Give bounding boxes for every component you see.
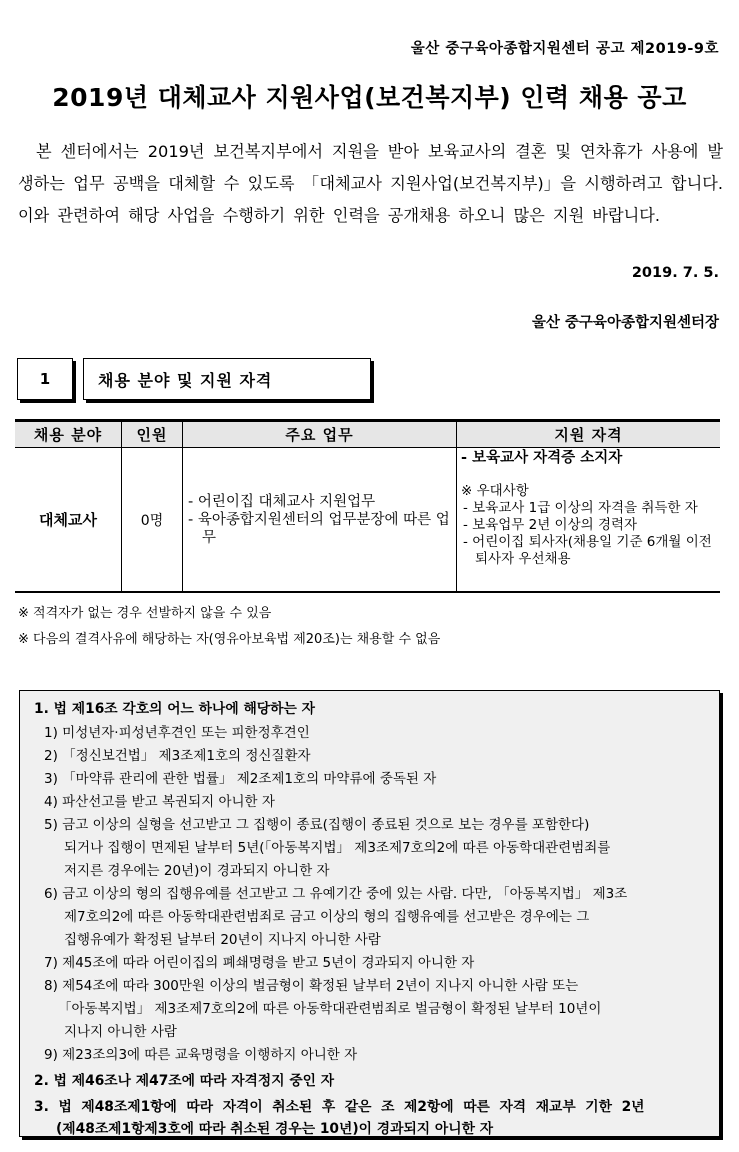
header-field: 채용 분야	[15, 421, 122, 448]
box-item-cont: 제7호의2에 따른 아동학대관련범죄로 금고 이상의 형의 집행유예를 선고받은 경우에는 그	[64, 909, 590, 925]
duty-item: - 어린이집 대체교사 지원업무	[188, 493, 376, 510]
header-qualification: 지원 자격	[457, 421, 721, 448]
recruitment-table	[15, 419, 720, 593]
box-item: 7) 제45조에 따라 어린이집의 폐쇄명령을 받고 5년이 경과되지 아니한 자	[44, 955, 475, 971]
intro-paragraph	[18, 136, 723, 232]
page-title: 2019년 대체교사 지원사업(보건복지부) 인력 채용 공고	[52, 83, 687, 112]
disqualification-box	[19, 690, 720, 1137]
box-item: 9) 제23조의3에 따른 교육명령을 이행하지 아니한 자	[44, 1047, 358, 1063]
box-item-cont: 저지른 경우에는 20년)이 경과되지 아니한 자	[64, 863, 330, 879]
preference-item: - 보육업무 2년 이상의 경력자	[463, 517, 638, 533]
box-item: 5) 금고 이상의 실형을 선고받고 그 집행이 종료(집행이 종료된 것으로 보는 경우를 포함한다)	[44, 817, 590, 833]
box-item: 6) 금고 이상의 형의 집행유예를 선고받고 그 유예기간 중에 있는 사람. 다만, 「아동복지법」 제3조	[44, 886, 628, 902]
cell-count: 0명	[122, 448, 183, 593]
box-item: 8) 제54조에 따라 300만원 이상의 벌금형이 확정된 날부터 2년이 지나지 아니한 사람 또는	[44, 978, 579, 994]
box-item-cont: 지나지 아니한 사람	[64, 1024, 177, 1040]
cell-qualification	[457, 448, 721, 593]
section-title: 채용 분야 및 지원 자격	[83, 358, 371, 400]
note-item: ※ 다음의 결격사유에 해당하는 자(영유아보육법 제20조)는 채용할 수 없음	[18, 632, 441, 647]
table-row	[15, 448, 720, 593]
preference-item: - 어린이집 퇴사자(채용일 기준 6개월 이전 퇴사자 우선채용	[463, 534, 712, 567]
box-heading-2: 2. 법 제46조나 제47조에 따라 자격정지 중인 자	[34, 1073, 335, 1089]
box-item-cont: 집행유예가 확정된 날부터 20년이 지나지 아니한 사람	[64, 932, 381, 948]
notice-number: 울산 중구육아종합지원센터 공고 제2019-9호	[410, 41, 719, 57]
organization-name: 울산 중구육아종합지원센터장	[531, 315, 719, 331]
header-duties: 주요 업무	[183, 421, 457, 448]
cell-duties	[183, 448, 457, 593]
notice-date: 2019. 7. 5.	[631, 265, 719, 281]
box-item: 3) 「마약류 관리에 관한 법률」 제2조제1호의 마약류에 중독된 자	[44, 771, 437, 787]
qualification-main: - 보육교사 자격증 소지자	[461, 450, 623, 466]
section-number: 1	[17, 358, 73, 400]
box-item-cont: 되거나 집행이 면제된 날부터 5년(「아동복지법」 제3조제7호의2에 따른 아동학대관련범죄를	[64, 840, 611, 856]
box-heading-3-cont: (제48조제1항제3호에 따라 취소된 경우는 10년)이 경과되지 아니한 자	[56, 1121, 494, 1137]
duty-item: - 육아종합지원센터의 업무분장에 따른 업무	[188, 511, 450, 546]
box-item: 4) 파산선고를 받고 복권되지 아니한 자	[44, 794, 275, 810]
box-heading-3: 3. 법 제48조제1항에 따라 자격이 취소된 후 같은 조 제2항에 따른 자격 재교부 기한 2년	[34, 1099, 645, 1115]
box-item: 2) 「정신보건법」 제3조제1호의 정신질환자	[44, 748, 311, 764]
cell-field: 대체교사	[15, 448, 122, 593]
intro-text: 본 센터에서는 2019년 보건복지부에서 지원을 받아 보육교사의 결혼 및 연차휴가 사용에 발생하는 업무 공백을 대체할 수 있도록 「대체교사 지원사업(보건복지부)」을 시행하려고 합니다. 이와 관련하여 해당 사업을 수행하기 위한 인력을 공개채용 하오니 많은 지원 바랍니다.	[18, 142, 723, 225]
note-item: ※ 적격자가 없는 경우 선발하지 않을 수 있음	[18, 606, 272, 621]
header-count: 인원	[122, 421, 183, 448]
table-header-row	[15, 421, 720, 448]
box-heading-1: 1. 법 제16조 각호의 어느 하나에 해당하는 자	[34, 701, 315, 717]
box-item-cont: 「아동복지법」 제3조제7호의2에 따른 아동학대관련범죄로 벌금형이 확정된 날부터 10년이	[58, 1001, 602, 1017]
preference-title: ※ 우대사항	[461, 483, 529, 499]
preference-item: - 보육교사 1급 이상의 자격을 취득한 자	[463, 500, 698, 516]
box-item: 1) 미성년자·피성년후견인 또는 피한정후견인	[44, 725, 310, 741]
